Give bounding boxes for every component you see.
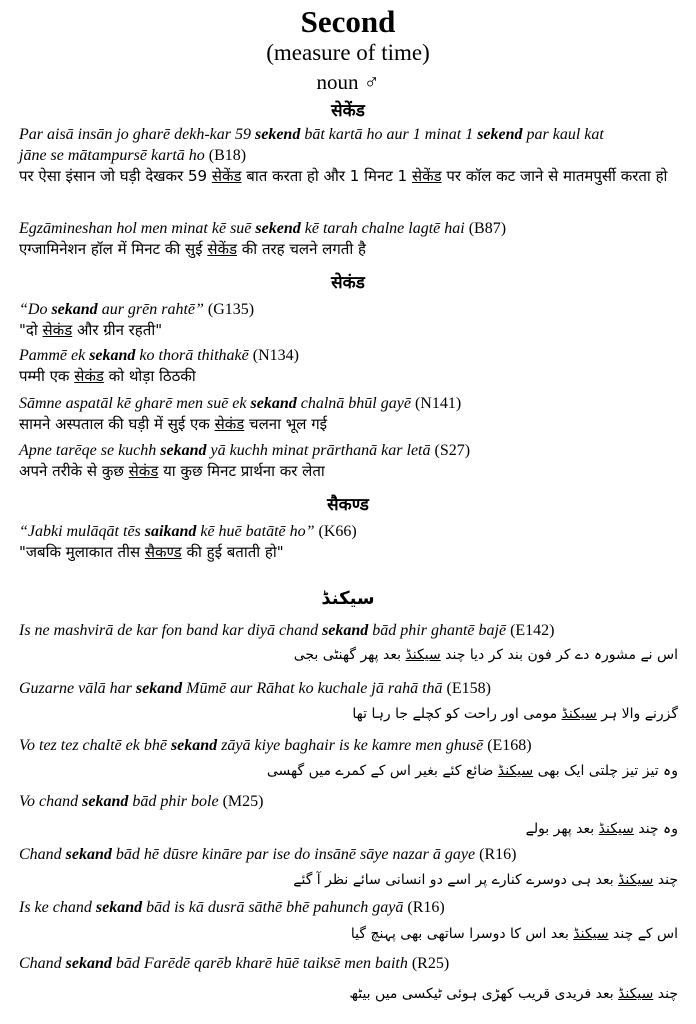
transliteration-line: Apne tarēqe se kuchh sekand yā kuchh minat prārthanā kar letā (S27) [19,442,471,459]
section-heading: सैकण्ड [327,495,369,515]
transliteration-line: “Jabki mulāqāt tēs saikand kē huē batātē ho” (K66) [19,523,357,540]
transliteration-line: Pammē ek sekand ko thorā thithakē (N134) [19,347,299,364]
source-reference: (B87) [468,220,507,237]
source-reference: (M25) [222,793,264,810]
transliteration-line: Egzāmineshan hol men minat kē suē sekend kē tarah chalne lagtē hai (B87) [19,220,507,237]
source-reference: (E142) [510,622,555,639]
transliteration-line: Vo tez tez chaltē ek bhē sekand zāyā kiye baghair is ke kamre men ghusē (E168) [19,737,532,754]
source-reference: (N134) [252,347,299,364]
section-heading: सेकंड [331,273,365,293]
devanagari-line: एग्जामिनेशन हॉल में मिनट की सुई सेकेंड की तरह चलने लगती है [19,240,366,258]
page-title: Second [300,4,396,39]
urdu-line: وہ تیز تیز چلتی ایک بھی سیکنڈ ضائع کئے بغیر اس کے کمرے میں گھسی [266,763,678,779]
devanagari-line: पर ऐसा इंसान जो घड़ी देखकर 59 सेकेंड बात करता हो और 1 मिनट 1 सेकेंड पर कॉल कट जाने से मातमपुर्सी करता हो [19,167,668,185]
urdu-line: چند سیکنڈ بعد فریدی قریب کھڑی ہوئی ٹیکسی میں بیٹھ [349,986,678,1002]
urdu-line: اس نے مشورہ دے کر فون بند کر دیا چند سیکنڈ بعد پھر گھنٹی بجی [293,647,678,663]
transliteration-line: Sāmne aspatāl kē gharē men suē ek sekand chalnā bhūl gayē (N141) [19,395,462,412]
page-subtitle: (measure of time) [266,40,430,65]
devanagari-line: सामने अस्पताल की घड़ी में सुई एक सेकंड चलना भूल गई [19,415,328,433]
source-reference: (N141) [414,395,462,412]
part-of-speech: noun ♂ [316,70,380,94]
transliteration-line: Vo chand sekand bād phir bole (M25) [19,793,264,810]
source-reference: (G135) [207,301,255,318]
source-reference: (R16) [479,846,517,863]
section-heading: सेकेंड [331,101,365,121]
urdu-line: گزرنے والا ہر سیکنڈ مومی اور راحت کو کچلے جا رہا تھا [352,706,678,722]
transliteration-line: Chand sekand bād Farēdē qarēb kharē hūē taiksē men baith (R25) [19,955,450,972]
transliteration-line: Is ne mashvirā de kar fon band kar diyā chand sekand bād phir ghantē bajē (E142) [19,622,555,639]
source-reference: (K66) [318,523,357,540]
urdu-line: وہ چند سیکنڈ بعد پھر بولے [525,821,678,837]
transliteration-line: Chand sekand bād hē dūsre kināre par ise do insānē sāye nazar ā gaye (R16) [19,846,517,863]
source-reference: (E158) [446,680,491,697]
source-reference: (R16) [407,899,445,916]
section-heading: سیکنڈ [321,588,375,609]
source-reference: (B18) [208,147,247,164]
transliteration-line: Guzarne vālā har sekand Mūmē aur Rāhat ko kuchale jā rahā thā (E158) [19,680,491,697]
source-reference: (E168) [487,737,532,754]
devanagari-line: "जबकि मुलाकात तीस सैकण्ड की हुई बताती हो" [19,543,284,561]
transliteration-line: “Do sekand aur grēn rahtē” (G135) [19,301,255,318]
source-reference: (S27) [434,442,471,459]
transliteration-line: Par aisā insān jo gharē dekh-kar 59 sekend bāt kartā ho aur 1 minat 1 sekend par kaul kat [19,126,604,143]
transliteration-line: jāne se mātampursē kartā ho (B18) [19,147,247,164]
devanagari-line: पम्मी एक सेकंड को थोड़ा ठिठकी [19,367,196,385]
urdu-line: اس کے چند سیکنڈ بعد اس کا دوسرا ساتھی بھی پہنچ گیا [350,926,678,942]
devanagari-line: अपने तरीके से कुछ सेकंड या कुछ मिनट प्रार्थना कर लेता [19,462,325,480]
urdu-line: چند سیکنڈ بعد ہی دوسرے کنارے پر اسے دو انسانی سائے نظر آ گئے [293,872,678,888]
transliteration-line: Is ke chand sekand bād is kā dusrā sāthē bhē pahunch gayā (R16) [19,899,445,916]
source-reference: (R25) [411,955,450,972]
devanagari-line: "दो सेकंड और ग्रीन रहती" [19,321,163,339]
